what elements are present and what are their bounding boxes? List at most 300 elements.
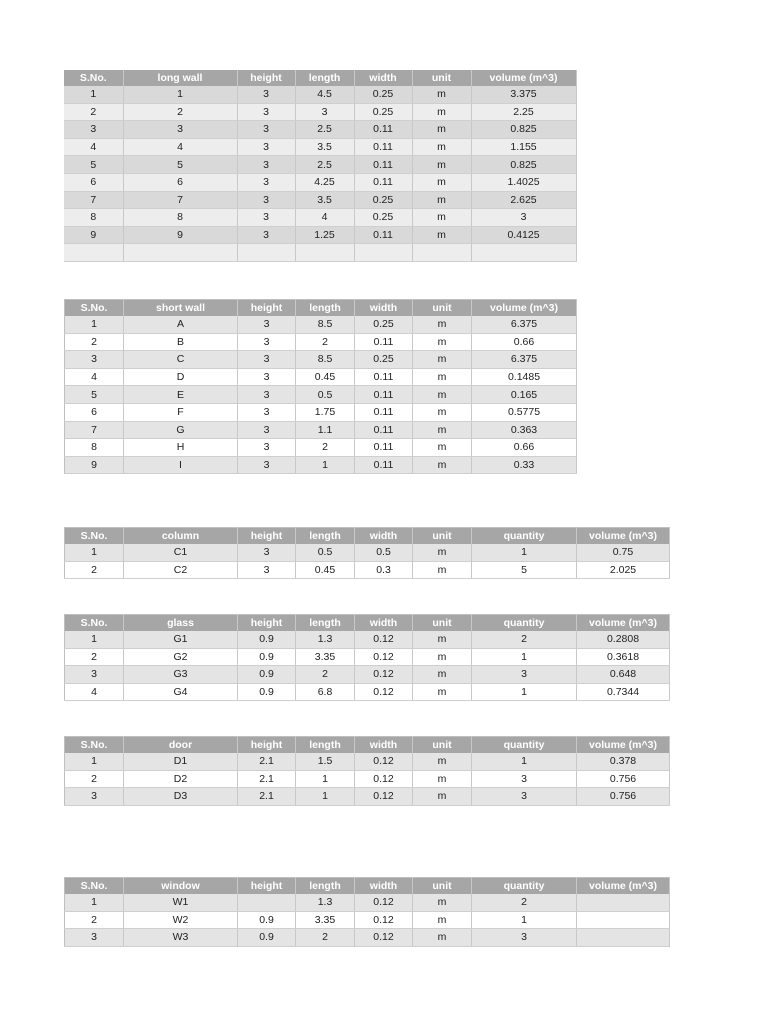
- table-row: [65, 456, 577, 474]
- table-cell: 3: [238, 421, 296, 439]
- table-cell: 0.4125: [471, 226, 576, 244]
- table-cell: m: [412, 226, 471, 244]
- table-cell: 1: [296, 788, 355, 806]
- table-cell: 7: [123, 191, 237, 209]
- table-cell: 3: [237, 138, 295, 156]
- table-cell: F: [124, 403, 238, 421]
- column-header: length: [295, 70, 354, 86]
- table-cell: 3.375: [471, 86, 576, 103]
- table-cell: 1.1: [296, 421, 355, 439]
- table-header-row: [65, 300, 577, 317]
- table-row: [65, 911, 670, 929]
- table-cell: 1.4025: [471, 173, 576, 191]
- table-cell: 0.12: [355, 894, 413, 911]
- table-header-row: [65, 615, 670, 632]
- table-cell: 3: [472, 666, 577, 684]
- table-cell: m: [413, 911, 472, 929]
- table-cell: 3: [472, 929, 577, 947]
- column-header: S.No.: [65, 615, 124, 632]
- table-cell: 3: [238, 456, 296, 474]
- table-cell: 2: [123, 103, 237, 121]
- table-cell: m: [413, 351, 472, 369]
- table-cell: 3: [472, 770, 577, 788]
- table-row: [65, 631, 670, 648]
- table-cell: 1: [472, 544, 577, 561]
- table-cell: 5: [472, 561, 577, 579]
- table-header-row: [65, 528, 670, 545]
- table-cell: [64, 244, 123, 262]
- table-cell: 9: [65, 456, 124, 474]
- table-cell: 2: [65, 911, 124, 929]
- table-cell: 0.9: [238, 683, 296, 701]
- table-row: [64, 103, 576, 121]
- table-cell: m: [412, 121, 471, 139]
- column-header: volume (m^3): [471, 70, 576, 86]
- table-cell: 0.11: [354, 173, 412, 191]
- table-cell: A: [124, 316, 238, 333]
- column-header: window: [124, 878, 238, 895]
- column-header: height: [238, 878, 296, 895]
- door-table: [64, 736, 670, 806]
- table-cell: D: [124, 368, 238, 386]
- table-header-row: [65, 878, 670, 895]
- table-cell: 0.5775: [472, 403, 577, 421]
- table-row: [64, 209, 576, 227]
- table-cell: 2.5: [295, 121, 354, 139]
- table-cell: 0.45: [296, 368, 355, 386]
- table-cell: 4: [65, 368, 124, 386]
- table-cell: 0.25: [354, 191, 412, 209]
- column-header: quantity: [472, 737, 577, 754]
- table-cell: 8: [123, 209, 237, 227]
- table-row: [65, 421, 577, 439]
- table-cell: [577, 911, 670, 929]
- column-header: column: [124, 528, 238, 545]
- table-cell: 4: [64, 138, 123, 156]
- table-cell: 6.375: [472, 351, 577, 369]
- table-cell: m: [413, 788, 472, 806]
- column-header: height: [238, 300, 296, 317]
- column-header: length: [296, 615, 355, 632]
- table-cell: 3: [65, 788, 124, 806]
- table-cell: [471, 244, 576, 262]
- table-cell: 8: [65, 439, 124, 457]
- table-cell: 0.12: [355, 753, 413, 770]
- table-cell: [354, 244, 412, 262]
- table-cell: 0.25: [354, 86, 412, 103]
- table-cell: 3.5: [295, 138, 354, 156]
- table-cell: 1: [472, 683, 577, 701]
- table-cell: 1: [65, 316, 124, 333]
- table-cell: 1: [472, 911, 577, 929]
- table-cell: 0.12: [355, 929, 413, 947]
- table-cell: m: [413, 631, 472, 648]
- table-cell: [577, 929, 670, 947]
- table-row: [65, 770, 670, 788]
- table-cell: 1.75: [296, 403, 355, 421]
- column-header: quantity: [472, 878, 577, 895]
- long-wall-table: [64, 70, 577, 262]
- table-cell: B: [124, 333, 238, 351]
- table-cell: 3: [238, 386, 296, 404]
- table-cell: 0.11: [354, 121, 412, 139]
- table-cell: E: [124, 386, 238, 404]
- table-cell: D2: [124, 770, 238, 788]
- table-cell: 6: [65, 403, 124, 421]
- table-cell: m: [413, 316, 472, 333]
- table-cell: 3: [65, 351, 124, 369]
- table-cell: 0.12: [355, 631, 413, 648]
- table-cell: m: [412, 86, 471, 103]
- table-cell: 7: [64, 191, 123, 209]
- table-cell: m: [413, 439, 472, 457]
- table-row: [64, 191, 576, 209]
- column-header: width: [354, 70, 412, 86]
- table-cell: m: [412, 191, 471, 209]
- table-cell: 3: [238, 403, 296, 421]
- table-cell: 2.625: [471, 191, 576, 209]
- table-row: [64, 173, 576, 191]
- table-cell: 2: [65, 561, 124, 579]
- table-cell: 0.165: [472, 386, 577, 404]
- table-cell: G1: [124, 631, 238, 648]
- column-header: unit: [413, 615, 472, 632]
- table-row: [65, 753, 670, 770]
- table-cell: 8.5: [296, 351, 355, 369]
- column-header: height: [238, 528, 296, 545]
- table-cell: 2.1: [238, 788, 296, 806]
- table-cell: G4: [124, 683, 238, 701]
- table-cell: C2: [124, 561, 238, 579]
- table-cell: 3.5: [295, 191, 354, 209]
- table-cell: 5: [65, 386, 124, 404]
- table-cell: 2.1: [238, 770, 296, 788]
- window-table: [64, 877, 670, 947]
- column-header: short wall: [124, 300, 238, 317]
- table-cell: 2: [64, 103, 123, 121]
- table-cell: 3: [238, 351, 296, 369]
- column-header: S.No.: [65, 528, 124, 545]
- table-cell: 1: [123, 86, 237, 103]
- table-row: [65, 368, 577, 386]
- table-cell: 1.5: [296, 753, 355, 770]
- table-cell: 4.5: [295, 86, 354, 103]
- table-cell: 3: [238, 368, 296, 386]
- table-cell: 0.3618: [577, 648, 670, 666]
- table-cell: 0.12: [355, 911, 413, 929]
- table-cell: 2: [472, 894, 577, 911]
- table-cell: 3: [472, 788, 577, 806]
- table-cell: 5: [123, 156, 237, 174]
- table-cell: 1.3: [296, 894, 355, 911]
- table-cell: 1: [65, 631, 124, 648]
- table-cell: 2.025: [577, 561, 670, 579]
- table-cell: 1: [65, 894, 124, 911]
- table-row: [64, 121, 576, 139]
- table-cell: W2: [124, 911, 238, 929]
- column-header: unit: [412, 70, 471, 86]
- table-cell: [295, 244, 354, 262]
- table-cell: 3: [237, 226, 295, 244]
- table-cell: 3: [238, 439, 296, 457]
- table-cell: 0.756: [577, 788, 670, 806]
- short-wall-table: [64, 299, 577, 474]
- table-cell: 0.5: [355, 544, 413, 561]
- table-cell: m: [413, 403, 472, 421]
- table-cell: 1: [65, 753, 124, 770]
- table-cell: 3: [237, 156, 295, 174]
- column-header: volume (m^3): [577, 878, 670, 895]
- table-cell: 3.35: [296, 911, 355, 929]
- table-cell: 1: [472, 753, 577, 770]
- table-cell: D3: [124, 788, 238, 806]
- table-cell: 0.11: [355, 421, 413, 439]
- column-header: width: [355, 737, 413, 754]
- table-cell: m: [413, 929, 472, 947]
- column-header: height: [237, 70, 295, 86]
- table-cell: 0.9: [238, 666, 296, 684]
- table-row: [65, 403, 577, 421]
- table-cell: 2: [296, 929, 355, 947]
- table-cell: 0.9: [238, 911, 296, 929]
- column-header: unit: [413, 300, 472, 317]
- table-row: [65, 333, 577, 351]
- table-cell: [123, 244, 237, 262]
- table-row: [65, 648, 670, 666]
- table-cell: 3: [65, 666, 124, 684]
- table-cell: 0.378: [577, 753, 670, 770]
- table-cell: m: [413, 544, 472, 561]
- column-header: unit: [413, 737, 472, 754]
- table-cell: 0.9: [238, 648, 296, 666]
- table-cell: I: [124, 456, 238, 474]
- table-row: [65, 788, 670, 806]
- table-cell: 0.825: [471, 156, 576, 174]
- table-cell: 2: [65, 333, 124, 351]
- table-row: [64, 138, 576, 156]
- table-cell: 0.11: [355, 386, 413, 404]
- table-cell: 8.5: [296, 316, 355, 333]
- column-header: width: [355, 528, 413, 545]
- table-cell: 0.11: [354, 156, 412, 174]
- table-cell: 0.66: [472, 333, 577, 351]
- table-cell: [412, 244, 471, 262]
- table-cell: 1.155: [471, 138, 576, 156]
- column-header: volume (m^3): [577, 737, 670, 754]
- column-header: S.No.: [65, 737, 124, 754]
- table-cell: C: [124, 351, 238, 369]
- table-cell: 6.8: [296, 683, 355, 701]
- table-cell: 6.375: [472, 316, 577, 333]
- table-cell: 3: [237, 121, 295, 139]
- table-cell: m: [412, 209, 471, 227]
- table-header-row: [65, 737, 670, 754]
- column-header: quantity: [472, 615, 577, 632]
- table-cell: W1: [124, 894, 238, 911]
- table-cell: 3: [237, 191, 295, 209]
- table-cell: 0.25: [355, 351, 413, 369]
- column-header: height: [238, 737, 296, 754]
- table-cell: 0.5: [296, 544, 355, 561]
- table-row: [65, 386, 577, 404]
- table-row: [65, 544, 670, 561]
- table-cell: 0.9: [238, 929, 296, 947]
- table-cell: m: [413, 386, 472, 404]
- table-cell: C1: [124, 544, 238, 561]
- table-cell: 2.25: [471, 103, 576, 121]
- table-cell: G2: [124, 648, 238, 666]
- table-cell: 1: [65, 544, 124, 561]
- table-cell: 0.45: [296, 561, 355, 579]
- table-cell: W3: [124, 929, 238, 947]
- table-row: [64, 156, 576, 174]
- column-header: volume (m^3): [577, 615, 670, 632]
- table-cell: 4: [65, 683, 124, 701]
- table-cell: 0.25: [354, 209, 412, 227]
- table-cell: 0.363: [472, 421, 577, 439]
- table-cell: 2.5: [295, 156, 354, 174]
- table-row: [65, 929, 670, 947]
- table-cell: 2: [296, 333, 355, 351]
- table-row: [65, 683, 670, 701]
- column-header: width: [355, 878, 413, 895]
- column-header: volume (m^3): [577, 528, 670, 545]
- column-header: unit: [413, 528, 472, 545]
- table-cell: 3: [64, 121, 123, 139]
- table-cell: 0.11: [354, 226, 412, 244]
- column-header: height: [238, 615, 296, 632]
- table-cell: 2: [296, 666, 355, 684]
- table-cell: 0.75: [577, 544, 670, 561]
- column-header: S.No.: [65, 300, 124, 317]
- table-cell: 3: [65, 929, 124, 947]
- table-cell: 4: [123, 138, 237, 156]
- table-cell: m: [413, 368, 472, 386]
- table-cell: 5: [64, 156, 123, 174]
- table-cell: 0.7344: [577, 683, 670, 701]
- table-cell: m: [413, 421, 472, 439]
- table-cell: G3: [124, 666, 238, 684]
- table-header-row: [64, 70, 576, 86]
- table-cell: m: [413, 666, 472, 684]
- table-cell: 0.11: [355, 368, 413, 386]
- table-cell: [238, 894, 296, 911]
- table-cell: 3: [237, 209, 295, 227]
- table-cell: m: [412, 103, 471, 121]
- table-cell: m: [413, 648, 472, 666]
- table-cell: 0.11: [355, 439, 413, 457]
- table-cell: 1.3: [296, 631, 355, 648]
- column-header: unit: [413, 878, 472, 895]
- table-row: [64, 244, 576, 262]
- column-header: long wall: [123, 70, 237, 86]
- table-cell: 0.12: [355, 770, 413, 788]
- table-cell: m: [412, 173, 471, 191]
- table-cell: 3: [237, 103, 295, 121]
- table-cell: 0.3: [355, 561, 413, 579]
- column-header: S.No.: [65, 878, 124, 895]
- table-cell: 0.25: [354, 103, 412, 121]
- table-row: [65, 894, 670, 911]
- table-cell: 0.12: [355, 683, 413, 701]
- table-cell: 6: [123, 173, 237, 191]
- table-cell: 0.5: [296, 386, 355, 404]
- table-cell: D1: [124, 753, 238, 770]
- table-cell: 3: [237, 86, 295, 103]
- column-header: width: [355, 300, 413, 317]
- column-header: width: [355, 615, 413, 632]
- table-cell: m: [413, 753, 472, 770]
- table-cell: 7: [65, 421, 124, 439]
- table-cell: m: [413, 683, 472, 701]
- column-header: volume (m^3): [472, 300, 577, 317]
- table-row: [65, 666, 670, 684]
- column-table: [64, 527, 670, 579]
- glass-table: [64, 614, 670, 701]
- table-row: [65, 561, 670, 579]
- table-cell: 0.33: [472, 456, 577, 474]
- column-header: S.No.: [64, 70, 123, 86]
- table-cell: 1: [296, 456, 355, 474]
- table-cell: m: [413, 456, 472, 474]
- table-row: [65, 439, 577, 457]
- table-row: [65, 351, 577, 369]
- table-cell: G: [124, 421, 238, 439]
- table-cell: 2: [65, 770, 124, 788]
- column-header: length: [296, 528, 355, 545]
- table-cell: 0.1485: [472, 368, 577, 386]
- column-header: door: [124, 737, 238, 754]
- table-cell: 3: [238, 316, 296, 333]
- table-cell: m: [412, 138, 471, 156]
- table-cell: [237, 244, 295, 262]
- table-cell: 0.2808: [577, 631, 670, 648]
- table-cell: 1.25: [295, 226, 354, 244]
- table-cell: 1: [64, 86, 123, 103]
- table-cell: 9: [123, 226, 237, 244]
- table-cell: m: [413, 561, 472, 579]
- table-cell: m: [412, 156, 471, 174]
- table-cell: 2: [296, 439, 355, 457]
- table-cell: 1: [472, 648, 577, 666]
- table-row: [65, 316, 577, 333]
- table-cell: [577, 894, 670, 911]
- table-cell: 0.11: [355, 456, 413, 474]
- table-cell: 8: [64, 209, 123, 227]
- table-cell: 0.756: [577, 770, 670, 788]
- table-cell: 3: [123, 121, 237, 139]
- table-row: [64, 226, 576, 244]
- table-cell: 3.35: [296, 648, 355, 666]
- table-cell: 2.1: [238, 753, 296, 770]
- table-cell: 1: [296, 770, 355, 788]
- column-header: length: [296, 300, 355, 317]
- table-cell: 0.11: [354, 138, 412, 156]
- table-cell: 0.11: [355, 333, 413, 351]
- table-cell: 3: [238, 544, 296, 561]
- table-cell: 6: [64, 173, 123, 191]
- table-row: [64, 86, 576, 103]
- table-cell: 4.25: [295, 173, 354, 191]
- table-cell: 0.25: [355, 316, 413, 333]
- table-cell: 0.648: [577, 666, 670, 684]
- table-cell: 2: [65, 648, 124, 666]
- table-cell: 3: [471, 209, 576, 227]
- table-cell: 4: [295, 209, 354, 227]
- table-cell: 0.66: [472, 439, 577, 457]
- table-cell: m: [413, 770, 472, 788]
- table-cell: 0.9: [238, 631, 296, 648]
